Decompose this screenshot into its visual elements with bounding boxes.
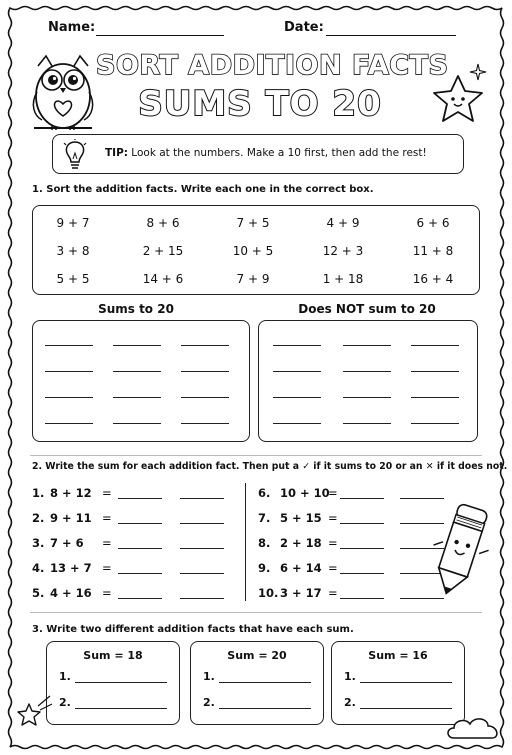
problem-number: 1. — [32, 486, 45, 500]
name-field[interactable] — [96, 35, 224, 36]
answer-line[interactable] — [181, 371, 229, 372]
addition-fact: 9 + 7 — [56, 216, 90, 230]
cloud-icon — [446, 712, 502, 742]
equals-sign: = — [328, 561, 338, 575]
sum-answer-line[interactable] — [340, 573, 384, 574]
sum-answer-line[interactable] — [340, 598, 384, 599]
problem-number: 9. — [258, 561, 271, 575]
answer-line[interactable] — [45, 371, 93, 372]
date-label: Date: — [284, 20, 324, 35]
addition-fact: 3 + 8 — [56, 244, 90, 258]
problem-fact: 8 + 12 — [50, 486, 92, 500]
problem-fact: 4 + 16 — [50, 586, 92, 600]
sum-box-title: Sum = 18 — [83, 649, 143, 662]
problem-number: 4. — [32, 561, 45, 575]
check-answer-line[interactable] — [180, 548, 224, 549]
problem-fact: 3 + 17 — [280, 586, 322, 600]
name-date-row — [48, 20, 468, 42]
not-sum-20-box[interactable] — [258, 320, 478, 442]
addition-fact: 6 + 6 — [416, 216, 450, 230]
answer-line[interactable] — [273, 423, 321, 424]
problem-fact: 6 + 14 — [280, 561, 322, 575]
problem-number: 7. — [258, 511, 271, 525]
problem-fact: 7 + 6 — [50, 536, 84, 550]
date-field[interactable] — [326, 35, 456, 36]
addition-fact: 4 + 9 — [326, 216, 360, 230]
addition-fact: 12 + 3 — [322, 244, 364, 258]
worksheet-subtitle: SUMS TO 20 — [138, 84, 382, 124]
problem-number: 8. — [258, 536, 271, 550]
section1-instruction: 1. Sort the addition facts. Write each one in the correct box. — [32, 184, 374, 195]
addition-fact: 7 + 9 — [236, 272, 270, 286]
addition-fact: 7 + 5 — [236, 216, 270, 230]
tip-text — [105, 147, 427, 159]
problem-number: 3. — [32, 536, 45, 550]
sum-answer-line[interactable] — [340, 498, 384, 499]
answer-line[interactable] — [45, 423, 93, 424]
sum-answer-line[interactable] — [118, 573, 162, 574]
sum-answer-line[interactable] — [340, 523, 384, 524]
check-answer-line[interactable] — [180, 598, 224, 599]
equals-sign: = — [102, 586, 112, 600]
problem-number: 6. — [258, 486, 271, 500]
section-divider — [30, 455, 482, 456]
answer-line[interactable] — [113, 397, 161, 398]
not-sum-20-title: Does NOT sum to 20 — [298, 302, 436, 316]
tip-label: TIP: — [105, 147, 128, 159]
sum-box-item-number: 2. — [59, 696, 71, 709]
addition-fact: 16 + 4 — [412, 272, 454, 286]
problem-number: 2. — [32, 511, 45, 525]
lightbulb-icon — [63, 139, 87, 171]
equals-sign: = — [328, 586, 338, 600]
sum-box-answer-line[interactable] — [360, 708, 452, 709]
answer-line[interactable] — [273, 371, 321, 372]
sum-box-item-number: 2. — [203, 696, 215, 709]
sum-box-title: Sum = 20 — [227, 649, 287, 662]
owl-icon — [28, 52, 98, 134]
check-answer-line[interactable] — [180, 498, 224, 499]
sum-box-item-number: 1. — [59, 670, 71, 683]
answer-line[interactable] — [411, 423, 459, 424]
section-divider-2 — [30, 612, 482, 613]
answer-line[interactable] — [45, 397, 93, 398]
answer-line[interactable] — [343, 371, 391, 372]
addition-fact: 14 + 6 — [142, 272, 184, 286]
answer-line[interactable] — [113, 423, 161, 424]
problem-fact: 10 + 10 — [280, 486, 330, 500]
worksheet-title: SORT ADDITION FACTS — [96, 50, 449, 81]
problem-number: 10. — [258, 586, 279, 600]
addition-fact: 10 + 5 — [232, 244, 274, 258]
sum-box-answer-line[interactable] — [219, 708, 311, 709]
addition-fact: 11 + 8 — [412, 244, 454, 258]
column-divider — [245, 483, 246, 601]
answer-line[interactable] — [273, 397, 321, 398]
answer-line[interactable] — [343, 397, 391, 398]
sum-box-item-number: 1. — [203, 670, 215, 683]
problem-fact: 5 + 15 — [280, 511, 322, 525]
equals-sign: = — [102, 486, 112, 500]
sum-answer-line[interactable] — [340, 548, 384, 549]
answer-line[interactable] — [411, 345, 459, 346]
addition-fact: 8 + 6 — [146, 216, 180, 230]
answer-line[interactable] — [273, 345, 321, 346]
sum-answer-line[interactable] — [118, 598, 162, 599]
sums-to-20-title: Sums to 20 — [98, 302, 174, 316]
equals-sign: = — [328, 511, 338, 525]
addition-fact: 1 + 18 — [322, 272, 364, 286]
problem-number: 5. — [32, 586, 45, 600]
answer-line[interactable] — [343, 423, 391, 424]
sum-box-item-number: 1. — [344, 670, 356, 683]
equals-sign: = — [328, 486, 338, 500]
answer-line[interactable] — [343, 345, 391, 346]
sum-box-answer-line[interactable] — [75, 708, 167, 709]
sum-answer-line[interactable] — [118, 498, 162, 499]
sum-answer-line[interactable] — [118, 523, 162, 524]
answer-line[interactable] — [181, 423, 229, 424]
sum-box-answer-line[interactable] — [360, 682, 452, 683]
equals-sign: = — [102, 511, 112, 525]
answer-line[interactable] — [411, 371, 459, 372]
name-label: Name: — [48, 20, 96, 35]
addition-fact: 2 + 15 — [142, 244, 184, 258]
tip-box — [52, 134, 464, 174]
check-answer-line[interactable] — [180, 523, 224, 524]
problem-fact: 9 + 11 — [50, 511, 92, 525]
pencil-icon — [430, 498, 494, 600]
shooting-star-icon — [14, 694, 54, 734]
tip-body: Look at the numbers. Make a 10 first, then add the rest! — [127, 147, 427, 159]
sum-box-title: Sum = 16 — [368, 649, 428, 662]
equals-sign: = — [102, 536, 112, 550]
answer-line[interactable] — [181, 397, 229, 398]
facts-box — [32, 205, 480, 295]
sum-box — [46, 641, 180, 725]
addition-fact: 5 + 5 — [56, 272, 90, 286]
equals-sign: = — [102, 561, 112, 575]
sum-box-answer-line[interactable] — [75, 682, 167, 683]
answer-line[interactable] — [113, 345, 161, 346]
sparkle-icon — [470, 64, 486, 80]
problem-fact: 13 + 7 — [50, 561, 92, 575]
sum-box-answer-line[interactable] — [219, 682, 311, 683]
answer-line[interactable] — [45, 345, 93, 346]
sum-answer-line[interactable] — [118, 548, 162, 549]
star-icon — [430, 72, 490, 128]
answer-line[interactable] — [181, 345, 229, 346]
equals-sign: = — [328, 536, 338, 550]
answer-line[interactable] — [411, 397, 459, 398]
sums-to-20-box[interactable] — [32, 320, 250, 442]
sum-box-item-number: 2. — [344, 696, 356, 709]
problem-fact: 2 + 18 — [280, 536, 322, 550]
sum-box — [190, 641, 324, 725]
section2-instruction: 2. Write the sum for each addition fact. Then put a ✓ if it sums to 20 or an ✕ if it does not. — [32, 461, 508, 472]
check-answer-line[interactable] — [180, 573, 224, 574]
answer-line[interactable] — [113, 371, 161, 372]
section3-instruction: 3. Write two different addition facts that have each sum. — [32, 624, 354, 635]
sum-box — [331, 641, 465, 725]
